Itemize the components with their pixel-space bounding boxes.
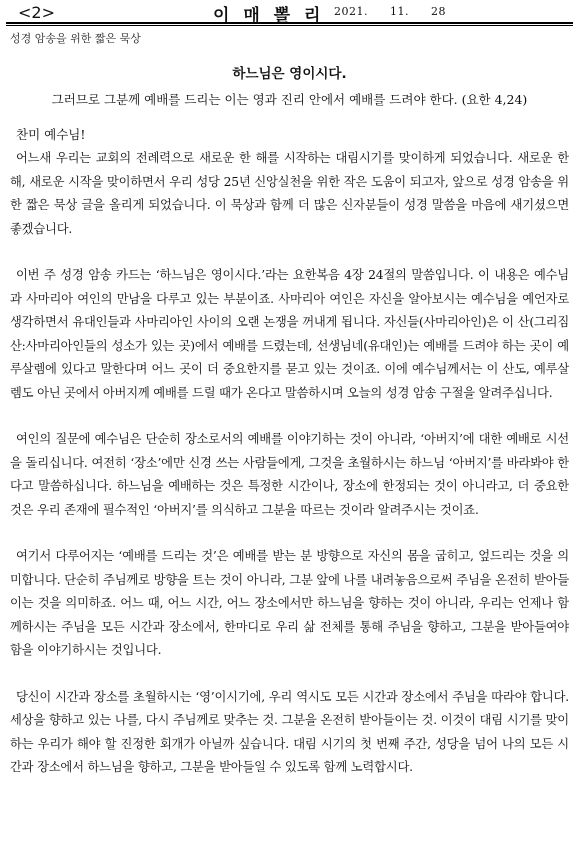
paragraph: 이번 주 성경 암송 카드는 ‘하느님은 영이시다.’라는 요한복음 4장 24절의 말씀입니다. 이 내용은 예수님과 사마리아 여인의 만남을 다루고 있는 부분이죠. 사마리아 여인은 자신을 알아보시는 예수님을 예언자로 생각하면서 유대인들과 사마리아인 사이의 오랜 논쟁을 꺼내게 됩니다. 자신들(사마리아인)은 이 산(그리짐 산:사마리아인들의 성소가 있는 곳)에서 예배를 드렸는데, 선생님네(유대인)는 예배를 드려야 하는 곳이 예루살렘에 있다고 말한다며 어느 곳이 더 중요한지를 묻고 있는 것이죠. 이에 예수님께서는 이 산도, 예루살렘도 아닌 곳에서 아버지께 예배를 드릴 때가 온다고 말씀하시며 오늘의 성경 암송 구절을 알려주십니다. [10, 268, 569, 400]
newsletter-title: 이 매 뽈 리 [213, 6, 325, 26]
paragraph: 여기서 다루어지는 ‘예배를 드리는 것’은 예배를 받는 분 방향으로 자신의 몸을 굽히고, 엎드리는 것을 의미합니다. 단순히 주님께로 방향을 트는 것이 아니라, 그분 앞에 나를 내려놓음으로써 주님을 온전히 받아들이는 것을 의미하죠. 어느 때, 어느 시간, 어느 장소에서만 하느님을 향하는 것이 아니라, 우리는 언제나 함께하시는 주님을 모든 시간과 장소에서, 한마디로 우리 삶 전체를 통해 주님을 향하고, 그분을 받아들여야 함을 이야기하시는 것입니다. [10, 549, 569, 657]
paragraph: 여인의 질문에 예수님은 단순히 장소로서의 예배를 이야기하는 것이 아니라, ‘아버지’에 대한 예배로 시선을 돌리십니다. 여전히 ‘장소’에만 신경 쓰는 사람들에게, 그것을 초월하시는 하느님 ‘아버지’를 바라봐야 한다고 말씀하십니다. 하느님을 예배하는 것은 특정한 시간이나, 장소에 한정되는 것이 아니라고, 더 중요한 것은 우리 존재에 필수적인 ‘아버지’를 의식하고 그분을 따르는 것이라 알려주시는 것이죠. [10, 432, 569, 517]
paragraph: 어느새 우리는 교회의 전례력으로 새로운 한 해를 시작하는 대림시기를 맞이하게 되었습니다. 새로운 한 해, 새로운 시작을 맞이하면서 우리 성당 25년 신앙실천을 위한 작은 도움이 되고자, 앞으로 성경 암송을 위한 짧은 묵상 글을 올리게 되었습니다. 이 묵상과 함께 더 많은 신자분들이 성경 말씀을 마음에 새기셨으면 좋겠습니다. [10, 151, 569, 236]
paragraph: 당신이 시간과 장소를 초월하시는 ‘영’이시기에, 우리 역시도 모든 시간과 장소에서 주님을 따라야 합니다. 세상을 향하고 있는 나를, 다시 주님께로 맞추는 것. 그분을 온전히 받아들이는 것. 이것이 대림 시기를 맞이하는 우리가 해야 할 진정한 회개가 아닐까 싶습니다. 대림 시기의 첫 번째 주간, 성당을 넘어 나의 모든 시간과 장소에서 하느님을 향하고, 그분을 받아들일 수 있도록 함께 노력합시다. [10, 689, 569, 774]
greeting: 찬미 예수님! [16, 127, 86, 142]
verse-text: 그러므로 그분께 예배를 드리는 이는 영과 진리 안에서 예배를 드려야 한다. (요한 4,24) [51, 92, 528, 107]
verse-title: 하느님은 영이시다. [232, 66, 347, 82]
header-divider [6, 22, 573, 24]
page-number: <2> [18, 3, 55, 22]
issue-date: 2021. 11. 28 [334, 5, 446, 18]
section-subtitle: 성경 암송을 위한 짧은 묵상 [10, 32, 141, 45]
header-divider-thin [6, 25, 573, 26]
header-bar [6, 0, 573, 26]
article-body [10, 62, 569, 780]
